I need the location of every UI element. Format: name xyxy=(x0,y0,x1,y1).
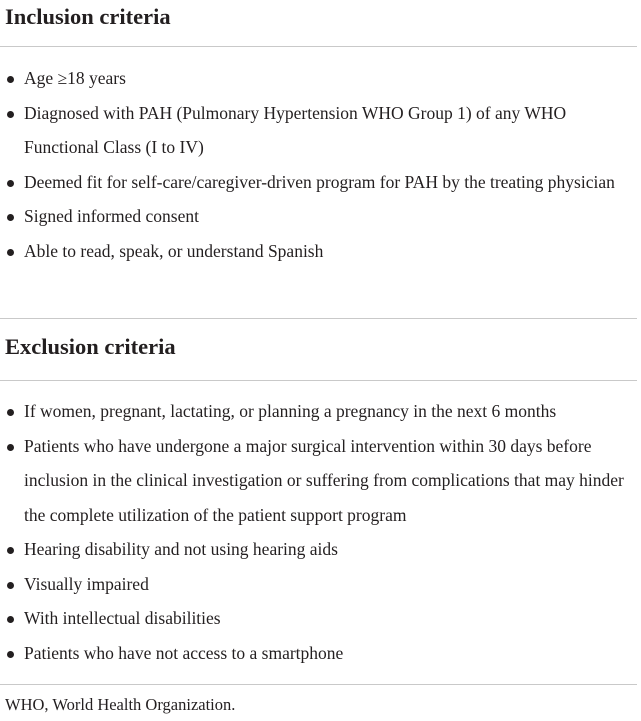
exclusion-item xyxy=(0,532,630,567)
inclusion-item-text: Signed informed consent xyxy=(24,206,199,226)
bullet-icon xyxy=(7,76,14,83)
inclusion-item xyxy=(0,234,630,269)
exclusion-heading: Exclusion criteria xyxy=(5,334,176,359)
inclusion-heading-divider xyxy=(0,46,637,47)
section-divider xyxy=(0,318,637,319)
bullet-icon xyxy=(7,547,14,554)
bullet-icon xyxy=(7,582,14,589)
bullet-icon xyxy=(7,444,14,451)
bullet-icon xyxy=(7,214,14,221)
inclusion-list xyxy=(0,61,630,268)
inclusion-item-text: Age ≥18 years xyxy=(24,68,126,88)
table-footnote: WHO, World Health Organization. xyxy=(5,695,236,714)
exclusion-item-text: Patients who have not access to a smartphone xyxy=(24,642,344,663)
inclusion-item xyxy=(0,165,630,200)
exclusion-item-text: Hearing disability and not using hearing aids xyxy=(24,539,338,559)
exclusion-item-text: Visually impaired xyxy=(24,573,149,594)
exclusion-item-text: If women, pregnant, lactating, or planning a pregnancy in the next 6 months xyxy=(24,401,557,421)
exclusion-item xyxy=(0,429,630,533)
inclusion-heading: Inclusion criteria xyxy=(5,4,171,29)
inclusion-item xyxy=(0,61,630,96)
bullet-icon xyxy=(7,249,14,256)
bullet-icon xyxy=(7,111,14,118)
inclusion-item xyxy=(0,96,630,165)
bullet-icon xyxy=(7,616,14,623)
bullet-icon xyxy=(7,651,14,658)
exclusion-item-text: With intellectual disabilities xyxy=(24,608,221,628)
exclusion-list xyxy=(0,394,630,670)
inclusion-item-text: Diagnosed with PAH (Pulmonary Hypertension WHO Group 1) of any WHO Functional Class (I to IV) xyxy=(24,102,567,157)
bullet-icon xyxy=(7,409,14,416)
exclusion-item-text: Patients who have undergone a major surgical intervention within 30 days before inclusion in the clinical investigation or suffering from complications that may hinder the complete utilization of the patient support program xyxy=(24,435,624,525)
inclusion-item xyxy=(0,199,630,234)
footnote-divider xyxy=(0,684,637,685)
bullet-icon xyxy=(7,180,14,187)
exclusion-item xyxy=(0,601,630,636)
exclusion-item xyxy=(0,394,630,429)
exclusion-item xyxy=(0,636,630,671)
inclusion-item-text: Deemed fit for self-care/caregiver-driven program for PAH by the treating physician xyxy=(24,171,615,192)
exclusion-item xyxy=(0,567,630,602)
inclusion-item-text: Able to read, speak, or understand Spanish xyxy=(24,240,324,261)
exclusion-heading-divider xyxy=(0,380,637,381)
